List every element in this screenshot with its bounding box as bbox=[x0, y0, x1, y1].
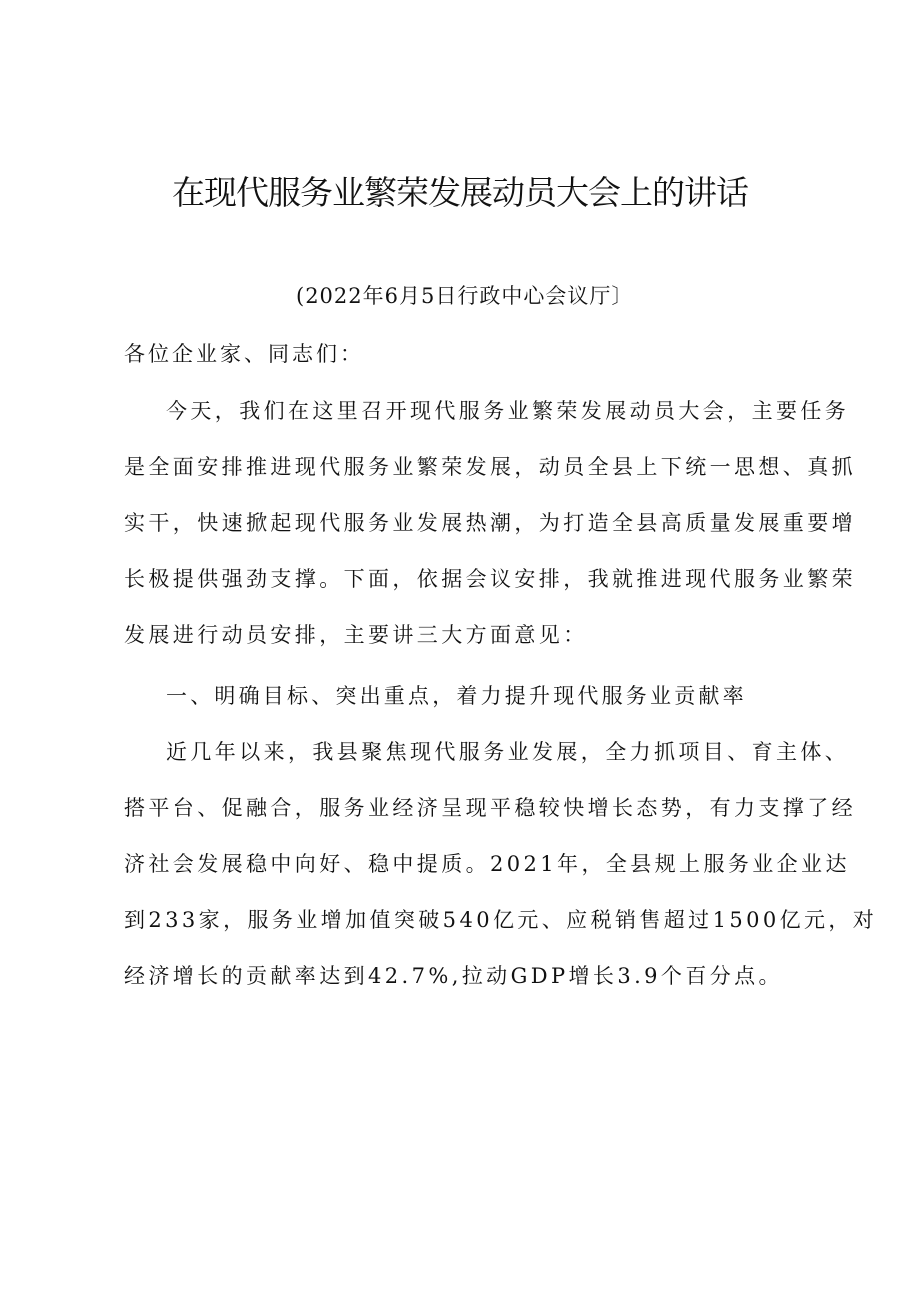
paragraph-line: 是全面安排推进现代服务业繁荣发展，动员全县上下统一思想、真抓 bbox=[124, 455, 856, 479]
document-subtitle-date-venue: (2022年6月5日行政中心会议厅〕 bbox=[296, 284, 634, 308]
paragraph-line: 长极提供强劲支撑。下面，依据会议安排，我就推进现代服务业繁荣 bbox=[124, 567, 856, 591]
document-title: 在现代服务业繁荣发展动员大会上的讲话 bbox=[172, 173, 748, 212]
paragraph-section-one bbox=[124, 724, 878, 1004]
paragraph-line: 经济增长的贡献率达到42.7%,拉动GDP增长3.9个百分点。 bbox=[124, 964, 783, 988]
section-heading: 一、明确目标、突出重点，着力提升现代服务业贡献率 bbox=[166, 684, 747, 708]
paragraph-line: 到233家，服务业增加值突破540亿元、应税销售超过1500亿元，对 bbox=[124, 908, 878, 932]
salutation: 各位企业家、同志们： bbox=[124, 342, 364, 366]
paragraph-line: 今天，我们在这里召开现代服务业繁荣发展动员大会，主要任务 bbox=[166, 399, 850, 423]
paragraph-line: 发展进行动员安排，主要讲三大方面意见： bbox=[124, 623, 588, 647]
paragraph-opening bbox=[124, 383, 856, 663]
paragraph-line: 济社会发展稳中向好、稳中提质。2021年，全县规上服务业企业达 bbox=[124, 852, 850, 876]
paragraph-line: 搭平台、促融合，服务业经济呈现平稳较快增长态势，有力支撑了经 bbox=[124, 796, 856, 820]
paragraph-line: 近几年以来，我县聚焦现代服务业发展，全力抓项目、育主体、 bbox=[166, 740, 850, 764]
paragraph-line: 实干，快速掀起现代服务业发展热潮，为打造全县高质量发展重要增 bbox=[124, 511, 856, 535]
